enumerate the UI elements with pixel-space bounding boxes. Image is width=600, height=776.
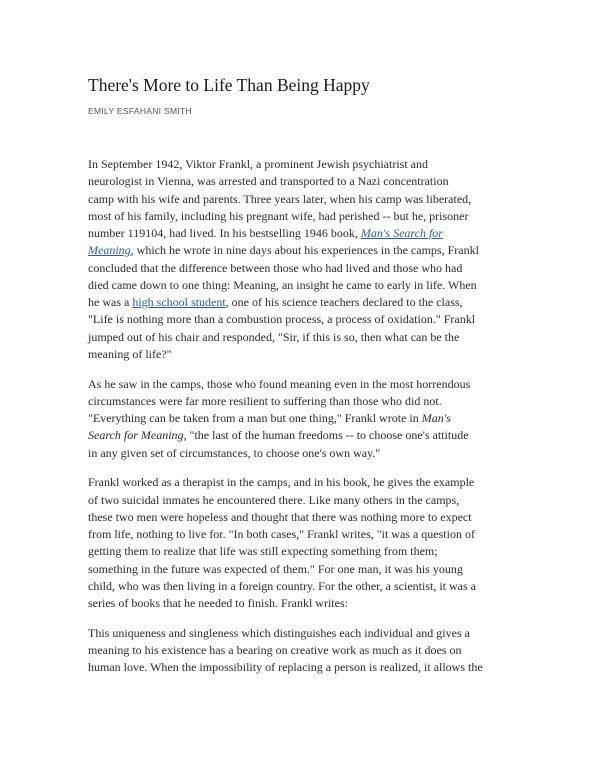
text-run: , one of his science teachers declared to the class,: [225, 295, 463, 309]
text-line: [88, 294, 518, 311]
text-line: [88, 561, 518, 578]
text-run: As he saw in the camps, those who found meaning even in the most horrendous: [88, 376, 471, 391]
text-line: [88, 173, 518, 190]
text-run: meaning of life?": [88, 346, 172, 361]
inline-link[interactable]: high school student: [132, 295, 226, 309]
italic-text: Man's: [421, 411, 451, 425]
text-line: [88, 642, 518, 659]
text-line: [88, 445, 518, 462]
inline-link[interactable]: Meaning: [88, 243, 131, 258]
text-run: in any given set of circumstances, to choose one's own way.": [88, 445, 381, 460]
text-line: [88, 225, 518, 242]
text-line: [88, 260, 518, 277]
text-run: most of his family, including his pregnant wife, had perished -- but he, prisoner: [88, 208, 469, 223]
text-run: camp with his wife and parents. Three years later, when his camp was liberated,: [88, 191, 472, 206]
text-line: [88, 346, 518, 363]
text-line: [88, 208, 518, 225]
text-run: human love. When the impossibility of replacing a person is realized, it allows the: [88, 660, 483, 675]
text-run: died came down to one thing: Meaning, an insight he came to early in life. When: [88, 277, 477, 292]
text-run: In September 1942, Viktor Frankl, a prominent Jewish psychiatrist and: [88, 157, 429, 171]
paragraph: [88, 474, 518, 612]
text-line: [88, 156, 518, 173]
text-line: [88, 277, 518, 294]
text-line: [88, 427, 518, 444]
text-run: , "the last of the human freedoms -- to choose one's attitude: [183, 428, 469, 443]
text-line: [88, 578, 518, 595]
text-run: Frankl worked as a therapist in the camps, and in his book, he gives the example: [88, 475, 475, 490]
text-run: of two suicidal inmates he encountered there. Like many others in the camps,: [88, 492, 460, 507]
text-run: , which he wrote in nine days about his experiences in the camps, Frankl: [130, 243, 479, 258]
text-run: This uniqueness and singleness which distinguishes each individual and gives a: [88, 625, 470, 640]
text-line: [88, 410, 518, 427]
text-line: [88, 509, 518, 526]
text-run: he was a: [88, 295, 133, 309]
article-body: [88, 156, 518, 677]
article-title: There's More to Life Than Being Happy: [88, 75, 370, 95]
text-line: [88, 492, 518, 509]
text-line: [88, 191, 518, 208]
text-line: [88, 526, 518, 543]
text-run: from life, nothing to live for. "In both cases," Frankl writes, "it was a question of: [88, 527, 475, 541]
paragraph: [88, 625, 518, 677]
text-line: [88, 242, 518, 259]
text-run: circumstances were far more resilient to suffering than those who did not.: [88, 393, 442, 408]
text-run: jumped out of his chair and responded, "Sir, if this is so, then what can be the: [88, 329, 460, 344]
paragraph: [88, 376, 518, 462]
document-page: [88, 74, 518, 689]
text-line: [88, 595, 518, 612]
text-line: [88, 329, 518, 346]
text-run: something in the future was expected of them." For one man, it was his young: [88, 561, 463, 576]
text-run: concluded that the difference between those who had lived and those who had: [88, 260, 463, 275]
text-run: these two men were hopeless and thought that there was nothing more to expect: [88, 509, 472, 524]
article-author: EMILY ESFAHANI SMITH: [88, 106, 192, 116]
text-line: [88, 625, 518, 642]
text-run: series of books that he needed to finish. Frankl writes:: [88, 596, 348, 610]
text-line: [88, 474, 518, 491]
text-line: [88, 311, 518, 328]
text-run: number 119104, had lived. In his bestselling 1946 book,: [88, 226, 361, 240]
text-line: [88, 393, 518, 410]
italic-text: Search for Meaning: [88, 428, 184, 443]
paragraph: [88, 156, 518, 363]
text-run: neurologist in Vienna, was arrested and transported to a Nazi concentration: [88, 174, 449, 189]
text-run: getting them to realize that life was still expecting something from them;: [88, 544, 438, 559]
inline-link[interactable]: Man's Search for: [360, 226, 443, 240]
text-line: [88, 659, 518, 676]
text-run: "Life is nothing more than a combustion process, a process of oxidation." Frankl: [88, 312, 476, 327]
text-line: [88, 376, 518, 393]
text-run: "Everything can be taken from a man but one thing," Frankl wrote in: [88, 411, 422, 425]
text-line: [88, 543, 518, 560]
text-run: meaning to his existence has a bearing on creative work as much as it does on: [88, 643, 462, 657]
text-run: child, who was then living in a foreign country. For the other, a scientist, it was a: [88, 578, 476, 593]
